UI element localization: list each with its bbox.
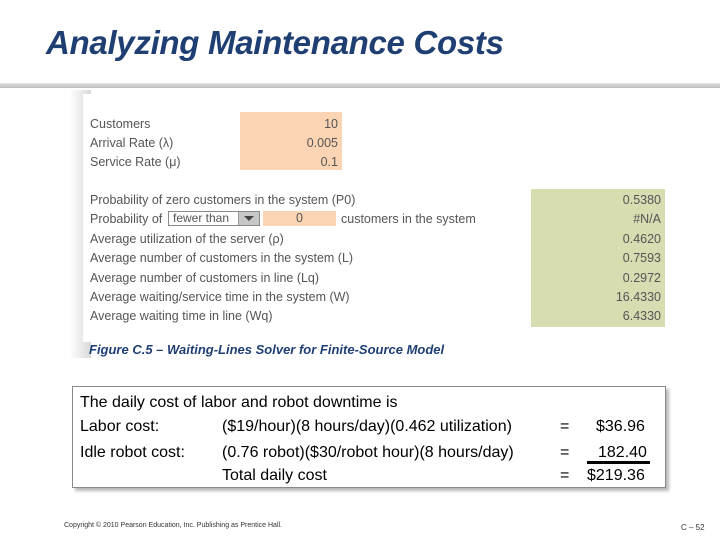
avg-customers-system-value: 0.7593 [622, 251, 661, 265]
avg-customers-line-value: 0.2972 [622, 271, 661, 285]
prob-of-value: #N/A [633, 212, 661, 226]
dropdown-value: fewer than [173, 211, 230, 225]
title-divider [0, 83, 720, 88]
total-cost-value: $219.36 [587, 467, 645, 484]
labor-cost-formula: ($19/hour)(8 hours/day)(0.462 utilization) [222, 418, 512, 435]
labor-cost-label: Labor cost: [80, 418, 160, 435]
idle-robot-cost-formula: (0.76 robot)($30/robot hour)(8 hours/day) [222, 444, 514, 461]
cost-calculation-box [72, 386, 666, 488]
idle-robot-cost-value: 182.40 [598, 444, 647, 461]
avg-time-system-value: 16.4330 [615, 290, 661, 304]
avg-customers-line-label: Average number of customers in line (Lq) [90, 271, 320, 285]
customers-label: Customers [90, 117, 151, 131]
slide-number: C – 52 [681, 523, 705, 532]
figure-caption: Figure C.5 – Waiting-Lines Solver for Finite-Source Model [89, 342, 445, 357]
customer-count-input[interactable]: 0 [263, 211, 336, 226]
comparison-dropdown[interactable] [168, 211, 260, 226]
labor-cost-value: $36.96 [596, 418, 645, 435]
prob-of-suffix: customers in the system [341, 212, 476, 226]
prob-of-label: Probability of [90, 212, 163, 226]
labor-cost-equals: = [560, 418, 570, 435]
slide-title: Analyzing Maintenance Costs [46, 24, 504, 61]
idle-robot-cost-equals: = [560, 444, 570, 461]
service-rate-label: Service Rate (μ) [90, 155, 181, 169]
total-cost-label: Total daily cost [222, 467, 327, 484]
avg-customers-system-label: Average number of customers in the system (L) [90, 251, 354, 265]
arrival-rate-label: Arrival Rate (λ) [90, 136, 174, 150]
customers-value[interactable]: 10 [324, 117, 338, 131]
cost-intro: The daily cost of labor and robot downtime is [80, 394, 398, 411]
avg-time-system-label: Average waiting/service time in the system (W) [90, 290, 350, 304]
prob-zero-label: Probability of zero customers in the system (P0) [90, 193, 356, 207]
prob-zero-value: 0.5380 [622, 193, 661, 207]
chevron-down-icon[interactable] [238, 212, 259, 225]
utilization-label: Average utilization of the server (ρ) [90, 232, 284, 246]
utilization-value: 0.4620 [622, 232, 661, 246]
sum-underline [587, 461, 650, 464]
service-rate-value[interactable]: 0.1 [320, 155, 338, 169]
idle-robot-cost-label: Idle robot cost: [80, 444, 185, 461]
arrival-rate-value[interactable]: 0.005 [306, 136, 338, 150]
avg-wait-line-label: Average waiting time in line (Wq) [90, 309, 273, 323]
total-cost-equals: = [560, 467, 570, 484]
waiting-lines-solver-panel [83, 94, 683, 342]
avg-wait-line-value: 6.4330 [622, 309, 661, 323]
copyright-notice: Copyright © 2010 Pearson Education, Inc. Publishing as Prentice Hall. [64, 522, 283, 529]
